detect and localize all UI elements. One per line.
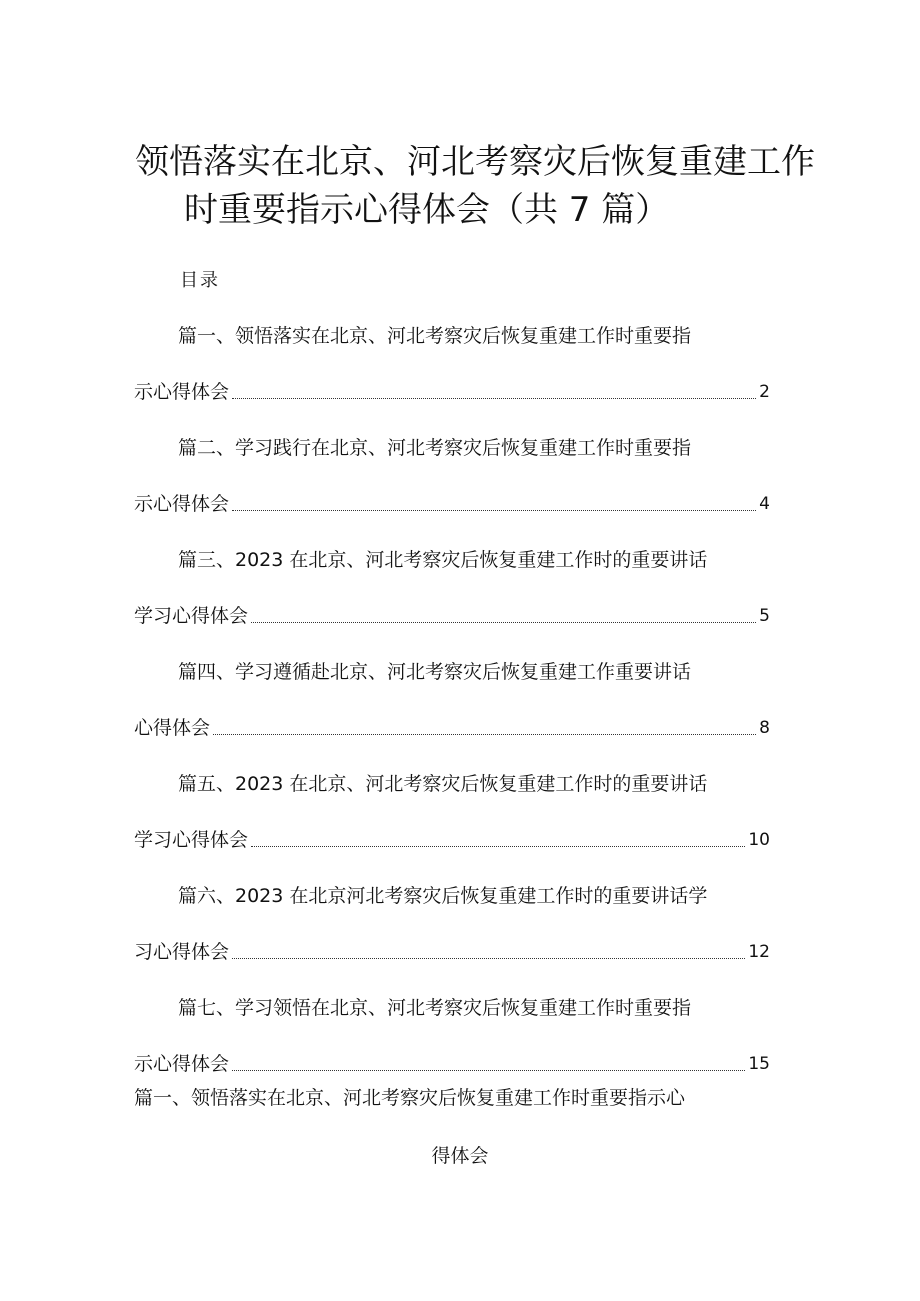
dot-leader [213, 733, 756, 735]
dot-leader [232, 1069, 745, 1071]
dot-leader [251, 845, 745, 847]
toc-entry-title: 篇二、学习践行在北京、河北考察灾后恢复重建工作时重要指 [178, 437, 692, 459]
toc-page-number: 15 [748, 1054, 770, 1074]
dot-leader [251, 621, 756, 623]
section-heading-line1: 篇一、领悟落实在北京、河北考察灾后恢复重建工作时重要指示心 [134, 1087, 686, 1109]
toc-entry-title-continued: 示心得体会 [134, 493, 230, 515]
toc-entry-title: 篇四、学习遵循赴北京、河北考察灾后恢复重建工作重要讲话 [178, 661, 692, 683]
toc-page-number: 4 [759, 494, 770, 514]
toc-entry-title: 篇七、学习领悟在北京、河北考察灾后恢复重建工作时重要指 [178, 997, 692, 1019]
toc-page-number: 2 [759, 382, 770, 402]
toc-heading: 目录 [180, 270, 220, 291]
document-title-line1: 领悟落实在北京、河北考察灾后恢复重建工作 [135, 142, 815, 182]
dot-leader [232, 957, 745, 959]
toc-page-number: 10 [748, 830, 770, 850]
toc-entry-title-continued: 示心得体会 [134, 1053, 230, 1075]
toc-entry-title: 篇一、领悟落实在北京、河北考察灾后恢复重建工作时重要指 [178, 325, 692, 347]
section-heading-line2: 得体会 [431, 1145, 489, 1167]
document-title-line2: 时重要指示心得体会（共 7 篇） [184, 190, 670, 230]
toc-page-number: 5 [759, 606, 770, 626]
toc-entry-title-continued: 习心得体会 [134, 941, 230, 963]
dot-leader [232, 397, 756, 399]
toc-page-number: 12 [748, 942, 770, 962]
toc-entry-title-continued: 学习心得体会 [134, 605, 249, 627]
dot-leader [232, 509, 756, 511]
toc-entry-title-continued: 示心得体会 [134, 381, 230, 403]
toc-entry-title: 篇三、2023 在北京、河北考察灾后恢复重建工作时的重要讲话 [178, 549, 708, 571]
toc-entry-title-continued: 学习心得体会 [134, 829, 249, 851]
toc-page-number: 8 [759, 718, 770, 738]
toc-entry-title-continued: 心得体会 [134, 717, 211, 739]
toc-entry-title: 篇六、2023 在北京河北考察灾后恢复重建工作时的重要讲话学 [178, 885, 708, 907]
toc-entry-title: 篇五、2023 在北京、河北考察灾后恢复重建工作时的重要讲话 [178, 773, 708, 795]
